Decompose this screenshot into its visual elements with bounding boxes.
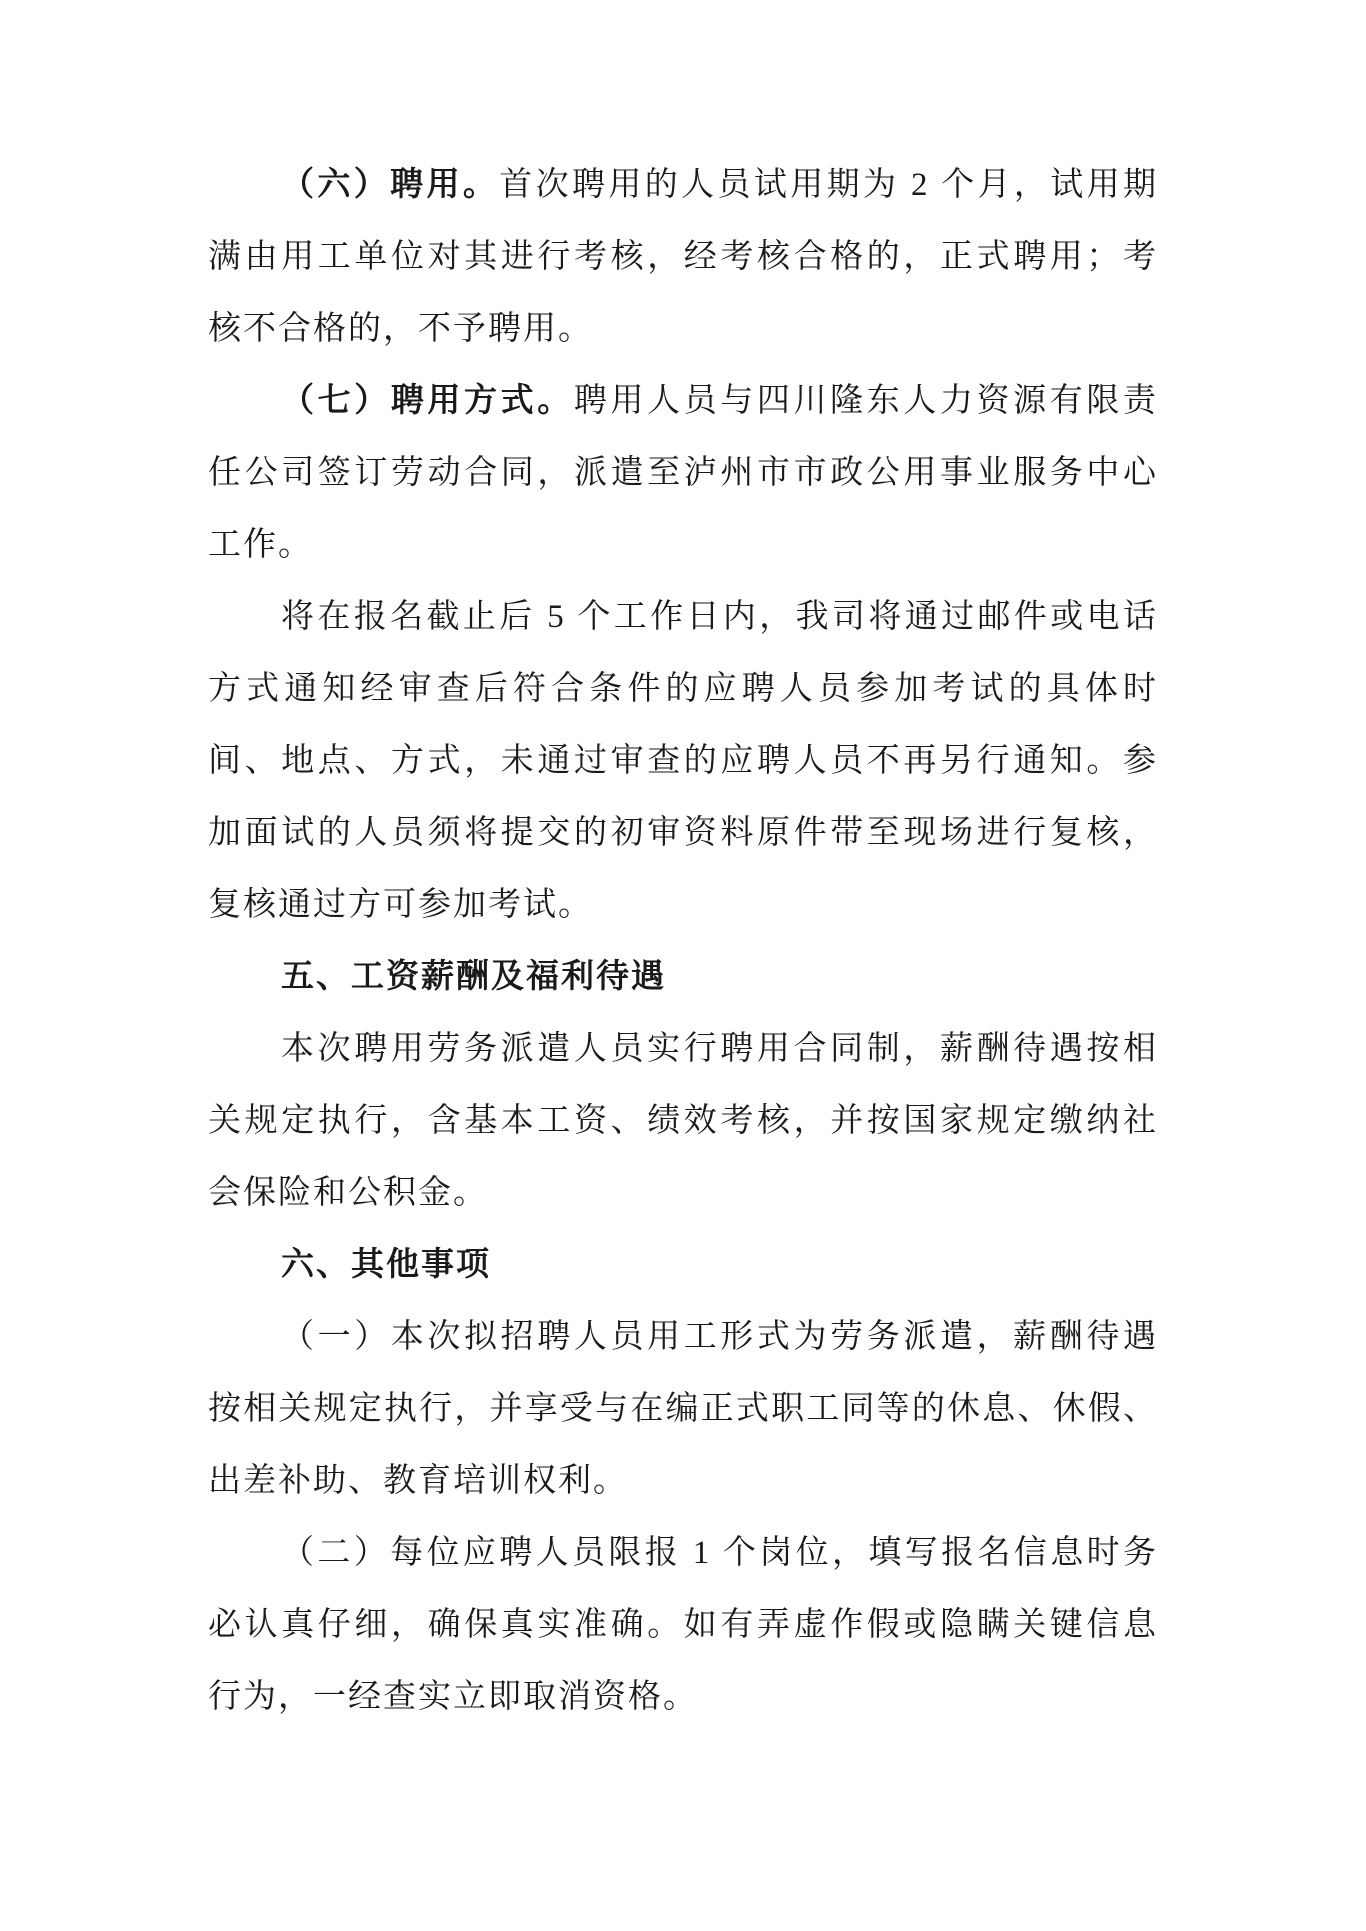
document-line <box>208 1661 1158 1733</box>
text-run: 核不合格的，不予聘用。 <box>208 311 593 347</box>
document-line <box>208 1085 1158 1157</box>
document-line <box>208 1301 1158 1373</box>
text-run: 复核通过方可参加考试。 <box>208 887 593 923</box>
text-run: 方式通知经审查后符合条件的应聘人员参加考试的具体时 <box>208 671 1158 707</box>
text-run: 会保险和公积金。 <box>208 1175 488 1211</box>
heading-text: 六、其他事项 <box>281 1247 491 1283</box>
document-line <box>208 509 1158 581</box>
heading-text: 五、工资薪酬及福利待遇 <box>281 959 666 995</box>
document-line <box>208 1445 1158 1517</box>
text-run: 间、地点、方式，未通过审查的应聘人员不再另行通知。参 <box>208 743 1158 779</box>
text-run: 行为，一经查实立即取消资格。 <box>208 1679 698 1715</box>
document-line <box>208 437 1158 509</box>
section-heading <box>208 1229 1158 1301</box>
text-run: 出差补助、教育培训权利。 <box>208 1463 628 1499</box>
text-run: 将在报名截止后 5 个工作日内，我司将通过邮件或电话 <box>281 599 1158 635</box>
bold-run: （七）聘用方式。 <box>281 383 574 419</box>
document-line <box>208 797 1158 869</box>
document-line <box>208 149 1158 221</box>
text-run: 关规定执行，含基本工资、绩效考核，并按国家规定缴纳社 <box>208 1103 1158 1139</box>
document-line <box>208 581 1158 653</box>
document-line <box>208 365 1158 437</box>
document-line <box>208 1589 1158 1661</box>
text-run: 满由用工单位对其进行考核，经考核合格的，正式聘用；考 <box>208 239 1158 275</box>
text-run: 本次聘用劳务派遣人员实行聘用合同制，薪酬待遇按相 <box>281 1031 1158 1067</box>
document-line <box>208 221 1158 293</box>
text-run: 聘用人员与四川隆东人力资源有限责 <box>573 383 1159 419</box>
document-line <box>208 653 1158 725</box>
text-run: 首次聘用的人员试用期为 2 个月，试用期 <box>499 167 1158 203</box>
document-line <box>208 1013 1158 1085</box>
text-run: （二）每位应聘人员限报 1 个岗位，填写报名信息时务 <box>281 1535 1158 1571</box>
section-heading <box>208 941 1158 1013</box>
document-line <box>208 1373 1158 1445</box>
bold-run: （六）聘用。 <box>281 167 500 203</box>
document-line <box>208 869 1158 941</box>
text-run: 必认真仔细，确保真实准确。如有弄虚作假或隐瞒关键信息 <box>208 1607 1158 1643</box>
text-run: 工作。 <box>208 527 313 563</box>
text-run: 按相关规定执行，并享受与在编正式职工同等的休息、休假、 <box>208 1391 1158 1427</box>
document-line <box>208 725 1158 797</box>
text-run: （一）本次拟招聘人员用工形式为劳务派遣，薪酬待遇 <box>281 1319 1158 1355</box>
text-run: 任公司签订劳动合同，派遣至泸州市市政公用事业服务中心 <box>208 455 1158 491</box>
document-line <box>208 293 1158 365</box>
document-content <box>208 149 1158 1733</box>
text-run: 加面试的人员须将提交的初审资料原件带至现场进行复核， <box>208 815 1158 851</box>
document-line <box>208 1157 1158 1229</box>
document-line <box>208 1517 1158 1589</box>
